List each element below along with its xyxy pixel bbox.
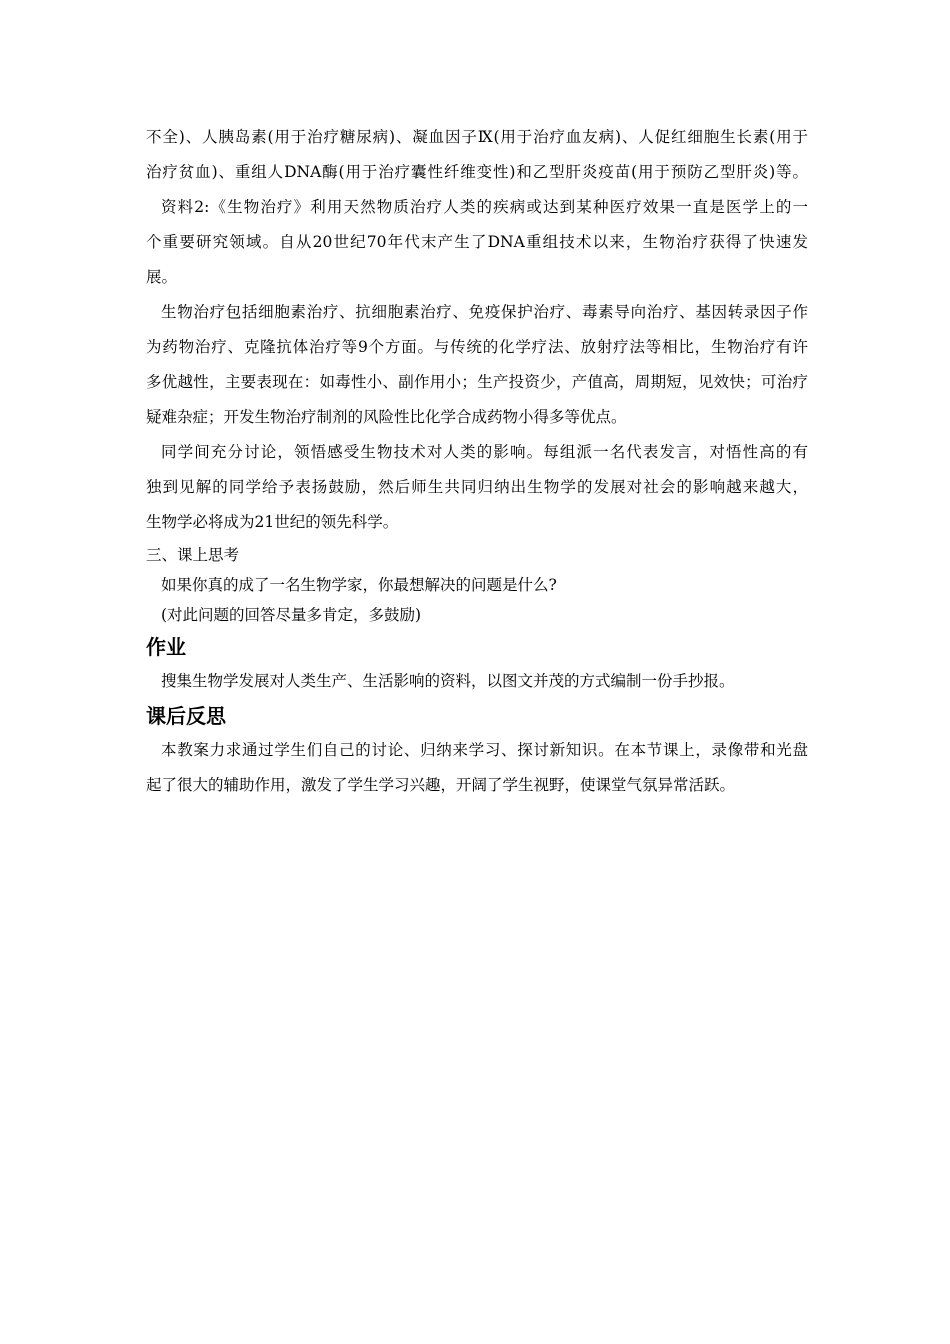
paragraph-line: 资料2:《生物治疗》利用天然物质治疗人类的疾病或达到某种医疗效果一直是医学上的一 <box>161 198 808 216</box>
question-text: 如果你真的成了一名生物学家，你最想解决的问题是什么? <box>161 576 557 594</box>
paragraph-line: 同学间充分讨论，领悟感受生物技术对人类的影响。每组派一名代表发言，对悟性高的有 <box>161 443 808 461</box>
paragraph-line: 起了很大的辅助作用，激发了学生学习兴趣，开阔了学生视野，使课堂气氛异常活跃。 <box>146 776 736 794</box>
teacher-note: (对此问题的回答尽量多肯定，多鼓励) <box>161 606 422 624</box>
paragraph-reflection <box>146 733 808 803</box>
homework-heading: 作业 <box>146 635 186 659</box>
paragraph-line: 生物学必将成为21世纪的领先科学。 <box>146 513 399 531</box>
paragraph-line: 本教案力求通过学生们自己的讨论、归纳来学习、探讨新知识。在本节课上，录像带和光盘 <box>161 741 808 759</box>
paragraph-drug-list <box>146 120 808 190</box>
paragraph-line: 疑难杂症；开发生物治疗制剂的风险性比化学合成药物小得多等优点。 <box>146 408 627 426</box>
paragraph-line: 治疗贫血)、重组人DNA酶(用于治疗囊性纤维变性)和乙型肝炎疫苗(用于预防乙型肝炎)等。 <box>146 163 808 181</box>
homework-text: 搜集生物学发展对人类生产、生活影响的资料，以图文并茂的方式编制一份手抄报。 <box>161 672 735 690</box>
document-body <box>146 120 808 803</box>
paragraph-line: 为药物治疗、克隆抗体治疗等9个方面。与传统的化学疗法、放射疗法等相比，生物治疗有许 <box>146 338 808 356</box>
paragraph-line: 独到见解的同学给予表扬鼓励，然后师生共同归纳出生物学的发展对社会的影响越来越大， <box>146 478 808 496</box>
paragraph-line: 不全)、人胰岛素(用于治疗糖尿病)、凝血因子Ⅸ(用于治疗血友病)、人促红细胞生长素(用于 <box>146 128 808 146</box>
paragraph-line: 展。 <box>146 268 178 286</box>
paragraph-line: 个重要研究领域。自从20世纪70年代末产生了DNA重组技术以来，生物治疗获得了快速发 <box>146 233 808 251</box>
paragraph-material-2 <box>146 190 808 295</box>
paragraph-discussion <box>146 435 808 540</box>
paragraph-biotherapy <box>146 295 808 435</box>
paragraph-line: 多优越性，主要表现在：如毒性小、副作用小；生产投资少，产值高，周期短，见效快；可治疗 <box>146 373 808 391</box>
section-3-label: 三、课上思考 <box>146 546 240 564</box>
reflection-heading: 课后反思 <box>146 704 226 728</box>
paragraph-line: 生物治疗包括细胞素治疗、抗细胞素治疗、免疫保护治疗、毒素导向治疗、基因转录因子作 <box>161 303 808 321</box>
